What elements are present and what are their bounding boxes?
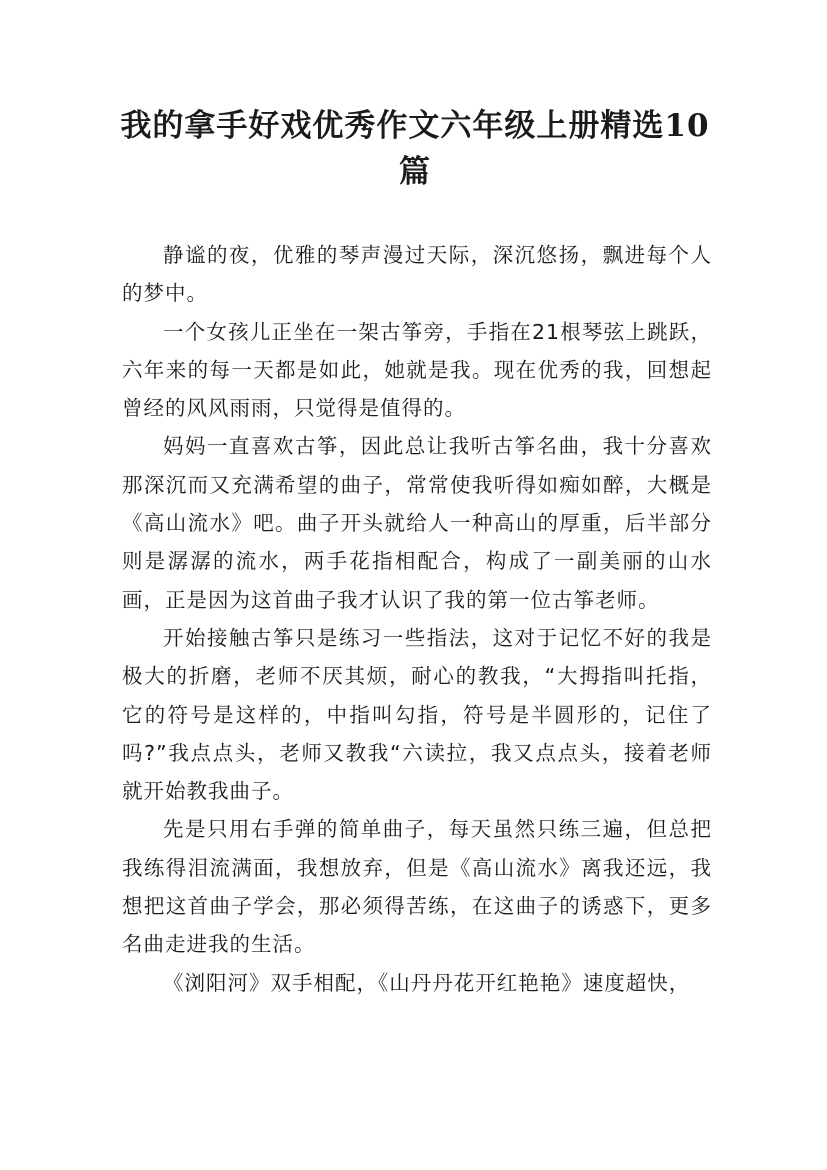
paragraph-2: 一个女孩儿正坐在一架古筝旁，手指在21根琴弦上跳跃，六年来的每一天都是如此，她就是我。现在优秀的我，回想起曾经的风风雨雨，只觉得是值得的。: [122, 319, 712, 421]
title-line-2: 篇: [399, 154, 431, 190]
document-body: [122, 236, 712, 1002]
paragraph-6: 《浏阳河》双手相配，《山丹丹花开红艳艳》速度超快，: [163, 970, 691, 995]
title-line-1: 我的拿手好戏优秀作文六年级上册精选10: [120, 108, 710, 144]
document-title: [100, 103, 730, 195]
paragraph-4: 开始接触古筝只是练习一些指法，这对于记忆不好的我是极大的折磨，老师不厌其烦，耐心的教我，“大拇指叫托指，它的符号是这样的，中指叫勾指，符号是半圆形的，记住了吗?”我点点头，老师又教我“六读拉，我又点点头，接着老师就开始教我曲子。: [122, 625, 712, 804]
paragraph-1: 静谧的夜，优雅的琴声漫过天际，深沉悠扬，飘进每个人的梦中。: [122, 243, 712, 306]
paragraph-5: 先是只用右手弹的简单曲子，每天虽然只练三遍，但总把我练得泪流满面，我想放弃，但是《高山流水》离我还远，我想把这首曲子学会，那必须得苦练，在这曲子的诱惑下，更多名曲走进我的生活。: [122, 817, 712, 957]
paragraph-3: 妈妈一直喜欢古筝，因此总让我听古筝名曲，我十分喜欢那深沉而又充满希望的曲子，常常使我听得如痴如醉，大概是《高山流水》吧。曲子开头就给人一种高山的厚重，后半部分则是潺潺的流水，两手花指相配合，构成了一副美丽的山水画，正是因为这首曲子我才认识了我的第一位古筝老师。: [122, 434, 712, 612]
